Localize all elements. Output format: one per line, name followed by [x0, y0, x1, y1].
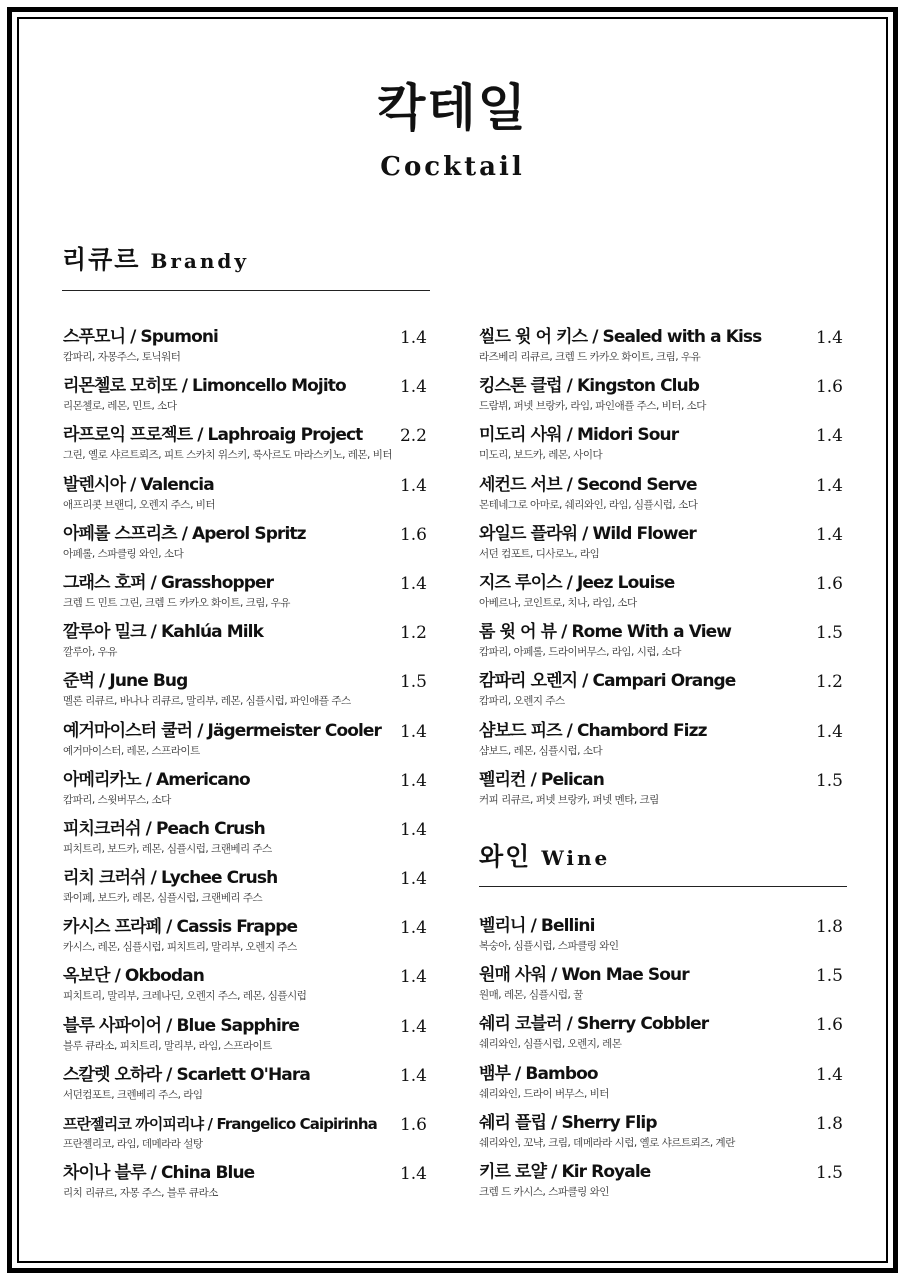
menu-item [479, 720, 843, 769]
menu-item-ingredients: 캄파리, 자몽주스, 토닉워터 [63, 351, 181, 363]
menu-item [63, 326, 427, 375]
menu-item-name: 아페롤 스프리츠 / Aperol Spritz [63, 523, 306, 544]
menu-item [63, 867, 427, 916]
wine-title-korean: 와인 [479, 842, 532, 871]
menu-item-price: 1.4 [399, 573, 427, 594]
menu-item [479, 572, 843, 621]
menu-item-ingredients: 피치트리, 말리부, 크레나딘, 오렌지 주스, 레몬, 심플시럽 [63, 990, 307, 1003]
brandy-title-english: Brandy [150, 249, 249, 273]
menu-item [63, 375, 427, 424]
menu-item-name: 벨리니 / Bellini [479, 916, 595, 936]
menu-item-price: 1.4 [815, 721, 843, 742]
menu-item-ingredients: 쉐리와인, 꼬냑, 크림, 데메라라 시럽, 옐로 샤르트뢰즈, 계란 [479, 1136, 735, 1149]
menu-item-price: 1.4 [399, 918, 427, 939]
menu-item-ingredients: 크렘 드 민트 그린, 크렘 드 카카오 화이트, 크림, 우유 [63, 596, 290, 609]
menu-item-price: 1.4 [399, 721, 427, 742]
page-title-korean: 칵테일 [377, 78, 528, 137]
menu-item-price: 1.5 [815, 770, 843, 791]
menu-item-name: 원매 사워 / Won Mae Sour [479, 965, 689, 986]
menu-item-name: 스푸모니 / Spumoni [63, 327, 218, 347]
menu-item [479, 1112, 843, 1161]
menu-item-name: 쉐리 코블러 / Sherry Cobbler [479, 1014, 709, 1035]
menu-item-name: 깔루아 밀크 / Kahlúa Milk [63, 622, 264, 643]
menu-item-ingredients: 서던 컴포트, 디사로노, 라임 [479, 547, 600, 560]
menu-item [63, 720, 427, 769]
menu-item-price: 1.4 [399, 967, 427, 988]
menu-item [479, 915, 843, 964]
menu-item-price: 1.4 [815, 426, 843, 447]
brandy-list-left [63, 326, 427, 1211]
menu-item-ingredients: 몬테네그로 아마로, 쉐리와인, 라임, 심플시럽, 소다 [479, 498, 698, 511]
menu-item [479, 523, 843, 572]
menu-item-price: 1.2 [399, 623, 427, 644]
menu-item-ingredients: 쉐리와인, 심플시럽, 오렌지, 레몬 [479, 1038, 622, 1051]
menu-item-name: 세컨드 서브 / Second Serve [479, 474, 697, 495]
menu-item-name: 리치 크러쉬 / Lychee Crush [63, 868, 278, 889]
menu-item-price: 1.4 [815, 328, 843, 348]
menu-item [479, 474, 843, 523]
menu-item-ingredients: 캄파리, 아페롤, 드라이버무스, 라임, 시럽, 소다 [479, 646, 681, 659]
menu-item [479, 1161, 843, 1210]
menu-item [479, 1063, 843, 1112]
menu-item-price: 1.6 [399, 1115, 427, 1135]
menu-item-name: 킹스톤 클럽 / Kingston Club [479, 376, 700, 397]
menu-item-ingredients: 캄파리, 스윗버무스, 소다 [63, 793, 171, 806]
menu-item-price: 1.4 [399, 475, 427, 496]
menu-item-name: 롬 윗 어 뷰 / Rome With a View [479, 622, 732, 643]
menu-item [63, 769, 427, 818]
menu-item [63, 523, 427, 572]
menu-item [63, 572, 427, 621]
menu-item [479, 621, 843, 670]
menu-item-name: 쉐리 플립 / Sherry Flip [479, 1112, 657, 1133]
menu-item-name: 예거마이스터 쿨러 / Jägermeister Cooler [63, 720, 382, 741]
menu-item-name: 라프로익 프로젝트 / Laphroaig Project [63, 425, 363, 446]
menu-item-price: 1.5 [399, 672, 427, 693]
menu-item-name: 피치크러쉬 / Peach Crush [63, 818, 265, 839]
menu-item-price: 1.6 [399, 524, 427, 545]
menu-item-ingredients: 리몬첼로, 레몬, 민트, 소다 [63, 400, 177, 413]
menu-item [63, 818, 427, 867]
menu-item-ingredients: 미도리, 보드카, 레몬, 사이다 [479, 449, 603, 462]
wine-divider [479, 886, 847, 887]
menu-item-price: 1.6 [815, 573, 843, 594]
menu-item [63, 474, 427, 523]
menu-item-ingredients: 애프리콧 브랜디, 오렌지 주스, 비터 [63, 498, 216, 511]
menu-item-name: 미도리 사워 / Midori Sour [479, 425, 679, 446]
menu-item-ingredients: 멜론 리큐르, 바나나 리큐르, 말리부, 레몬, 심플시럽, 파인애플 주스 [63, 695, 351, 708]
menu-item-ingredients: 크렘 드 카시스, 스파클링 와인 [479, 1185, 609, 1198]
menu-item-ingredients: 서던컴포트, 크렌베리 주스, 라임 [63, 1088, 203, 1101]
menu-item-ingredients: 쉐리와인, 드라이 버무스, 비터 [479, 1087, 609, 1100]
menu-item-name: 블루 사파이어 / Blue Sapphire [63, 1015, 300, 1036]
menu-item-price: 1.8 [815, 1113, 843, 1134]
menu-item-ingredients: 카시스, 레몬, 심플시럽, 피치트리, 말리부, 오렌지 주스 [63, 941, 297, 954]
menu-item-ingredients: 리치 리큐르, 자몽 주스, 블루 큐라소 [63, 1187, 218, 1200]
menu-item-ingredients: 프란젤리코, 라임, 데메라라 설탕 [63, 1138, 203, 1150]
menu-item-price: 1.4 [399, 869, 427, 890]
page-title-english: Cocktail [380, 152, 525, 182]
menu-item [479, 769, 843, 818]
menu-item-name: 그래스 호퍼 / Grasshopper [63, 572, 274, 593]
menu-item-price: 1.4 [815, 524, 843, 545]
menu-item [479, 326, 843, 375]
menu-item-price: 2.2 [399, 426, 427, 447]
menu-item-name: 준벅 / June Bug [63, 671, 188, 692]
menu-item-ingredients: 캄파리, 오렌지 주스 [479, 695, 565, 708]
menu-item-name: 발렌시아 / Valencia [63, 474, 214, 495]
menu-item [479, 670, 843, 719]
menu-item-name: 뱀부 / Bamboo [479, 1063, 598, 1084]
menu-item-ingredients: 예거마이스터, 레몬, 스프라이트 [63, 744, 200, 757]
menu-item [63, 1064, 427, 1113]
menu-item-ingredients: 라즈베리 리큐르, 크렘 드 카카오 화이트, 크림, 우유 [479, 351, 701, 363]
menu-item-price: 1.4 [815, 475, 843, 496]
menu-item-price: 1.4 [399, 1065, 427, 1086]
menu-item-price: 1.6 [815, 1015, 843, 1036]
menu-item-name: 캄파리 오렌지 / Campari Orange [479, 671, 736, 692]
menu-item-price: 1.4 [399, 328, 427, 348]
menu-item [63, 621, 427, 670]
menu-item-name: 지즈 루이스 / Jeez Louise [479, 572, 675, 593]
menu-item-ingredients: 드람뷔, 퍼넷 브랑카, 라임, 파인애플 주스, 비터, 소다 [479, 400, 706, 413]
menu-item [479, 1013, 843, 1062]
menu-item-price: 1.6 [815, 377, 843, 398]
wine-list [479, 915, 843, 1210]
menu-item-name: 와일드 플라워 / Wild Flower [479, 523, 696, 544]
menu-item-ingredients: 콰이페, 보드카, 레몬, 심플시럽, 크랜베리 주스 [63, 892, 263, 905]
menu-item [63, 916, 427, 965]
menu-item-name: 옥보단 / Okbodan [63, 966, 204, 987]
menu-item-ingredients: 커피 리큐르, 퍼넷 브랑카, 퍼넷 멘타, 크림 [479, 793, 659, 806]
menu-item [63, 424, 427, 473]
wine-section-header [479, 837, 610, 873]
menu-item-price: 1.8 [815, 917, 843, 937]
menu-item-ingredients: 샴보드, 레몬, 심플시럽, 소다 [479, 744, 603, 757]
menu-item-ingredients: 아베르나, 코인트로, 치나, 라임, 소다 [479, 596, 637, 609]
menu-item [63, 670, 427, 719]
menu-item-price: 1.4 [815, 1064, 843, 1085]
menu-item-price: 1.4 [399, 770, 427, 791]
menu-item-ingredients: 블루 큐라소, 피치트리, 말리부, 라임, 스프라이트 [63, 1039, 272, 1052]
menu-item-name: 카시스 프라페 / Cassis Frappe [63, 917, 298, 938]
menu-item-ingredients: 복숭아, 심플시럽, 스파클링 와인 [479, 940, 619, 952]
menu-item-name: 씰드 윗 어 키스 / Sealed with a Kiss [479, 327, 762, 347]
menu-item-price: 1.4 [399, 819, 427, 840]
menu-item-name: 리몬첼로 모히또 / Limoncello Mojito [63, 376, 346, 397]
menu-item-price: 1.2 [815, 672, 843, 693]
menu-item-ingredients: 깔루아, 우유 [63, 646, 117, 659]
brandy-list-right [479, 326, 843, 818]
wine-title-english: Wine [541, 846, 611, 870]
menu-item [479, 964, 843, 1013]
menu-item-price: 1.5 [815, 1162, 843, 1183]
menu-item-ingredients: 원매, 레몬, 심플시럽, 꿀 [479, 989, 583, 1002]
menu-item-price: 1.4 [399, 377, 427, 398]
menu-item-name: 프란젤리코 까이피리냐 / Frangelico Caipirinha [63, 1115, 377, 1133]
menu-item-price: 1.5 [815, 966, 843, 987]
menu-item [63, 1162, 427, 1211]
menu-item [479, 424, 843, 473]
menu-item-name: 키르 로얄 / Kir Royale [479, 1161, 651, 1182]
menu-item-name: 스칼렛 오하라 / Scarlett O'Hara [63, 1064, 310, 1085]
brandy-divider [62, 290, 430, 291]
menu-item-name: 아메리카노 / Americano [63, 769, 250, 790]
menu-item-name: 샴보드 피즈 / Chambord Fizz [479, 720, 707, 741]
menu-item [63, 1113, 427, 1162]
brandy-title-korean: 리큐르 [62, 245, 141, 274]
menu-item-price: 1.5 [815, 623, 843, 644]
brandy-section-header [62, 240, 249, 276]
menu-item-name: 차이나 블루 / China Blue [63, 1163, 255, 1184]
menu-item [479, 375, 843, 424]
menu-item-name: 펠리컨 / Pelican [479, 769, 604, 790]
menu-item [63, 1015, 427, 1064]
menu-item-ingredients: 그린, 옐로 샤르트뢰즈, 피트 스카치 위스키, 룩사르도 마라스키노, 레몬, 비터 [63, 449, 393, 462]
menu-item-price: 1.4 [399, 1016, 427, 1037]
menu-item-ingredients: 아페롤, 스파클링 와인, 소다 [63, 547, 184, 560]
menu-item-ingredients: 피치트리, 보드카, 레몬, 심플시럽, 크랜베리 주스 [63, 842, 272, 855]
menu-item [63, 965, 427, 1014]
menu-item-price: 1.4 [399, 1164, 427, 1185]
